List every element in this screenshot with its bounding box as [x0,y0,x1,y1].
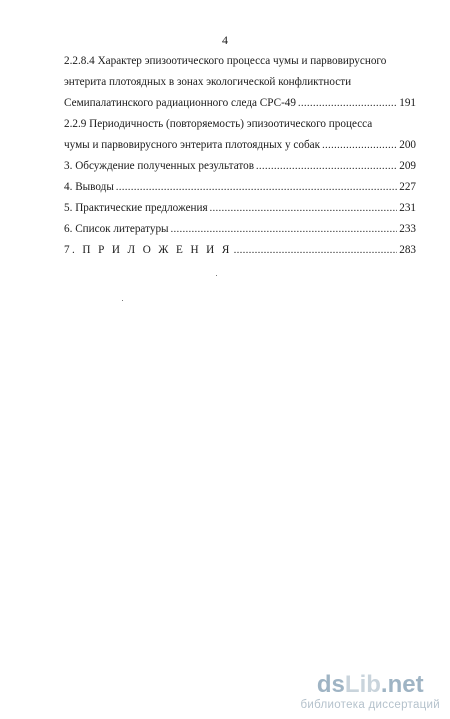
dot-leader [116,177,397,198]
toc-entry-7 [64,240,416,261]
dslib-watermark [300,673,440,711]
toc-entry-2284-page: 191 [399,97,416,109]
toc-entry-7-title: 7. П Р И Л О Ж Е Н И Я [64,244,232,256]
dot-leader [210,198,398,219]
toc-entry-3-title: 3. Обсуждение полученных результатов [64,160,254,172]
toc-entry-229 [64,135,416,156]
dot-leader [256,156,397,177]
dot-leader [322,135,397,156]
dot-leader [234,240,398,261]
toc-entry-4-title: 4. Выводы [64,181,114,193]
dot-leader [298,93,397,114]
toc-entry-6-title: 6. Список литературы [64,223,169,235]
toc-entry-7-page: 283 [399,244,416,256]
toc-entry-2284 [64,93,416,114]
toc-entry-6-page: 233 [399,223,416,235]
toc-entry-6 [64,219,416,240]
toc-entry-2284-line3: Семипалатинского радиационного следа СРС-49 [64,97,296,109]
table-of-contents [64,51,416,261]
toc-entry-4 [64,177,416,198]
toc-entry-5-title: 5. Практические предложения [64,202,208,214]
toc-entry-229-page: 200 [399,139,416,151]
scan-speck [122,300,123,301]
toc-entry-3-page: 209 [399,160,416,172]
scan-speck [216,275,217,276]
toc-entry-3 [64,156,416,177]
toc-entry-2284-line2: энтерита плотоядных в зонах экологической конфликтности [64,76,352,88]
toc-entry-2284-line1: 2.2.8.4 Характер эпизоотического процесса чумы и парвовирусного [64,55,387,67]
watermark-subtitle: библиотека диссертаций [300,699,440,711]
toc-entry-229-line1: 2.2.9 Периодичность (повторяемость) эпизоотического процесса [64,118,373,130]
toc-entry-5-page: 231 [399,202,416,214]
toc-entry-5 [64,198,416,219]
page-number: 4 [222,33,228,47]
toc-entry-229-line2: чумы и парвовирусного энтерита плотоядных у собак [64,139,321,151]
watermark-logo: dsLib.net [316,671,424,698]
dot-leader [171,219,398,240]
toc-entry-4-page: 227 [399,181,416,193]
